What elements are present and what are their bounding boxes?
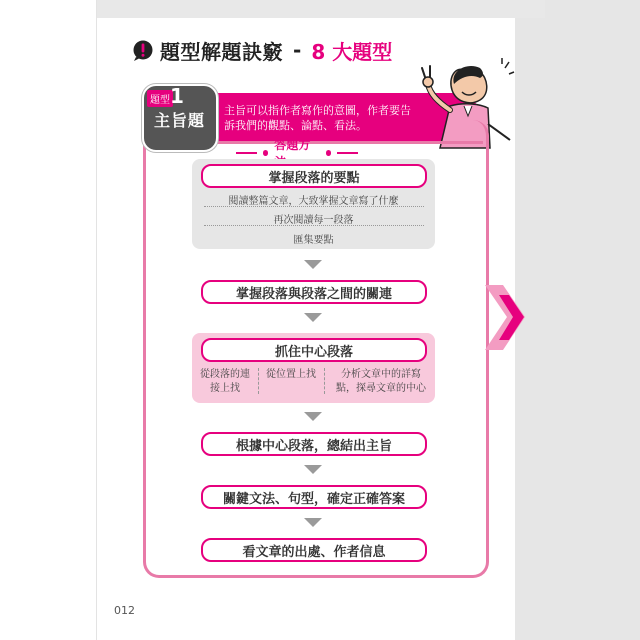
top-band (97, 0, 545, 18)
step-3-title: 抓住中心段落 (201, 338, 427, 362)
method-dot-right (326, 150, 332, 156)
method-dot-left (263, 150, 269, 156)
definition-text: 主旨可以指作者寫作的意圖，作者要告訴我們的觀點、論點、看法。 (224, 104, 411, 132)
dashed-divider (258, 368, 259, 394)
step-4-title: 根據中心段落，總結出主旨 (201, 432, 427, 456)
dotted-divider (204, 206, 424, 207)
title-dash: - (293, 38, 302, 62)
step-2-title: 掌握段落與段落之間的關連 (201, 280, 427, 304)
triangle-down-icon (304, 465, 322, 474)
triangle-down-icon (304, 518, 322, 527)
step-1-item-2: 再次閱讀每一段落 (273, 215, 354, 226)
triangle-down-icon (304, 260, 322, 269)
dotted-divider (204, 225, 424, 226)
method-line-left (236, 152, 257, 154)
step-1-title: 掌握段落的要點 (201, 164, 427, 188)
method-line-right (337, 152, 358, 154)
method-label: 答題方 (274, 138, 311, 152)
exclamation-bubble-icon (132, 39, 154, 61)
title-text: 題型解題訣竅 (160, 39, 283, 64)
frame-top-line (215, 141, 483, 144)
page-title (132, 36, 392, 64)
dashed-divider (324, 368, 325, 394)
step-3-column-2: 從位置上找 (266, 369, 316, 380)
step-3-column-3: 分析文章中的詳寫點，探尋文章的中心 (336, 369, 426, 394)
step-3-column-1: 從段落的連接上找 (200, 369, 250, 394)
step-6-title: 看文章的出處、作者信息 (201, 538, 427, 562)
type-label: 題型 (147, 90, 173, 107)
left-margin (0, 0, 100, 640)
chevron-right-icon (485, 285, 535, 350)
step-1-item-3: 匯集要點 (293, 235, 334, 246)
page-number: 012 (114, 604, 135, 617)
type-number: 1 (170, 84, 184, 108)
triangle-down-icon (304, 313, 322, 322)
type-name: 主旨題 (154, 111, 206, 130)
step-5-title: 關鍵文法、句型，確定正確答案 (201, 485, 427, 509)
triangle-down-icon (304, 412, 322, 421)
step-1-item-1: 閱讀整篇文章，大致掌握文章寫了什麼 (228, 196, 399, 207)
title-accent: 8 大題型 (311, 39, 393, 64)
